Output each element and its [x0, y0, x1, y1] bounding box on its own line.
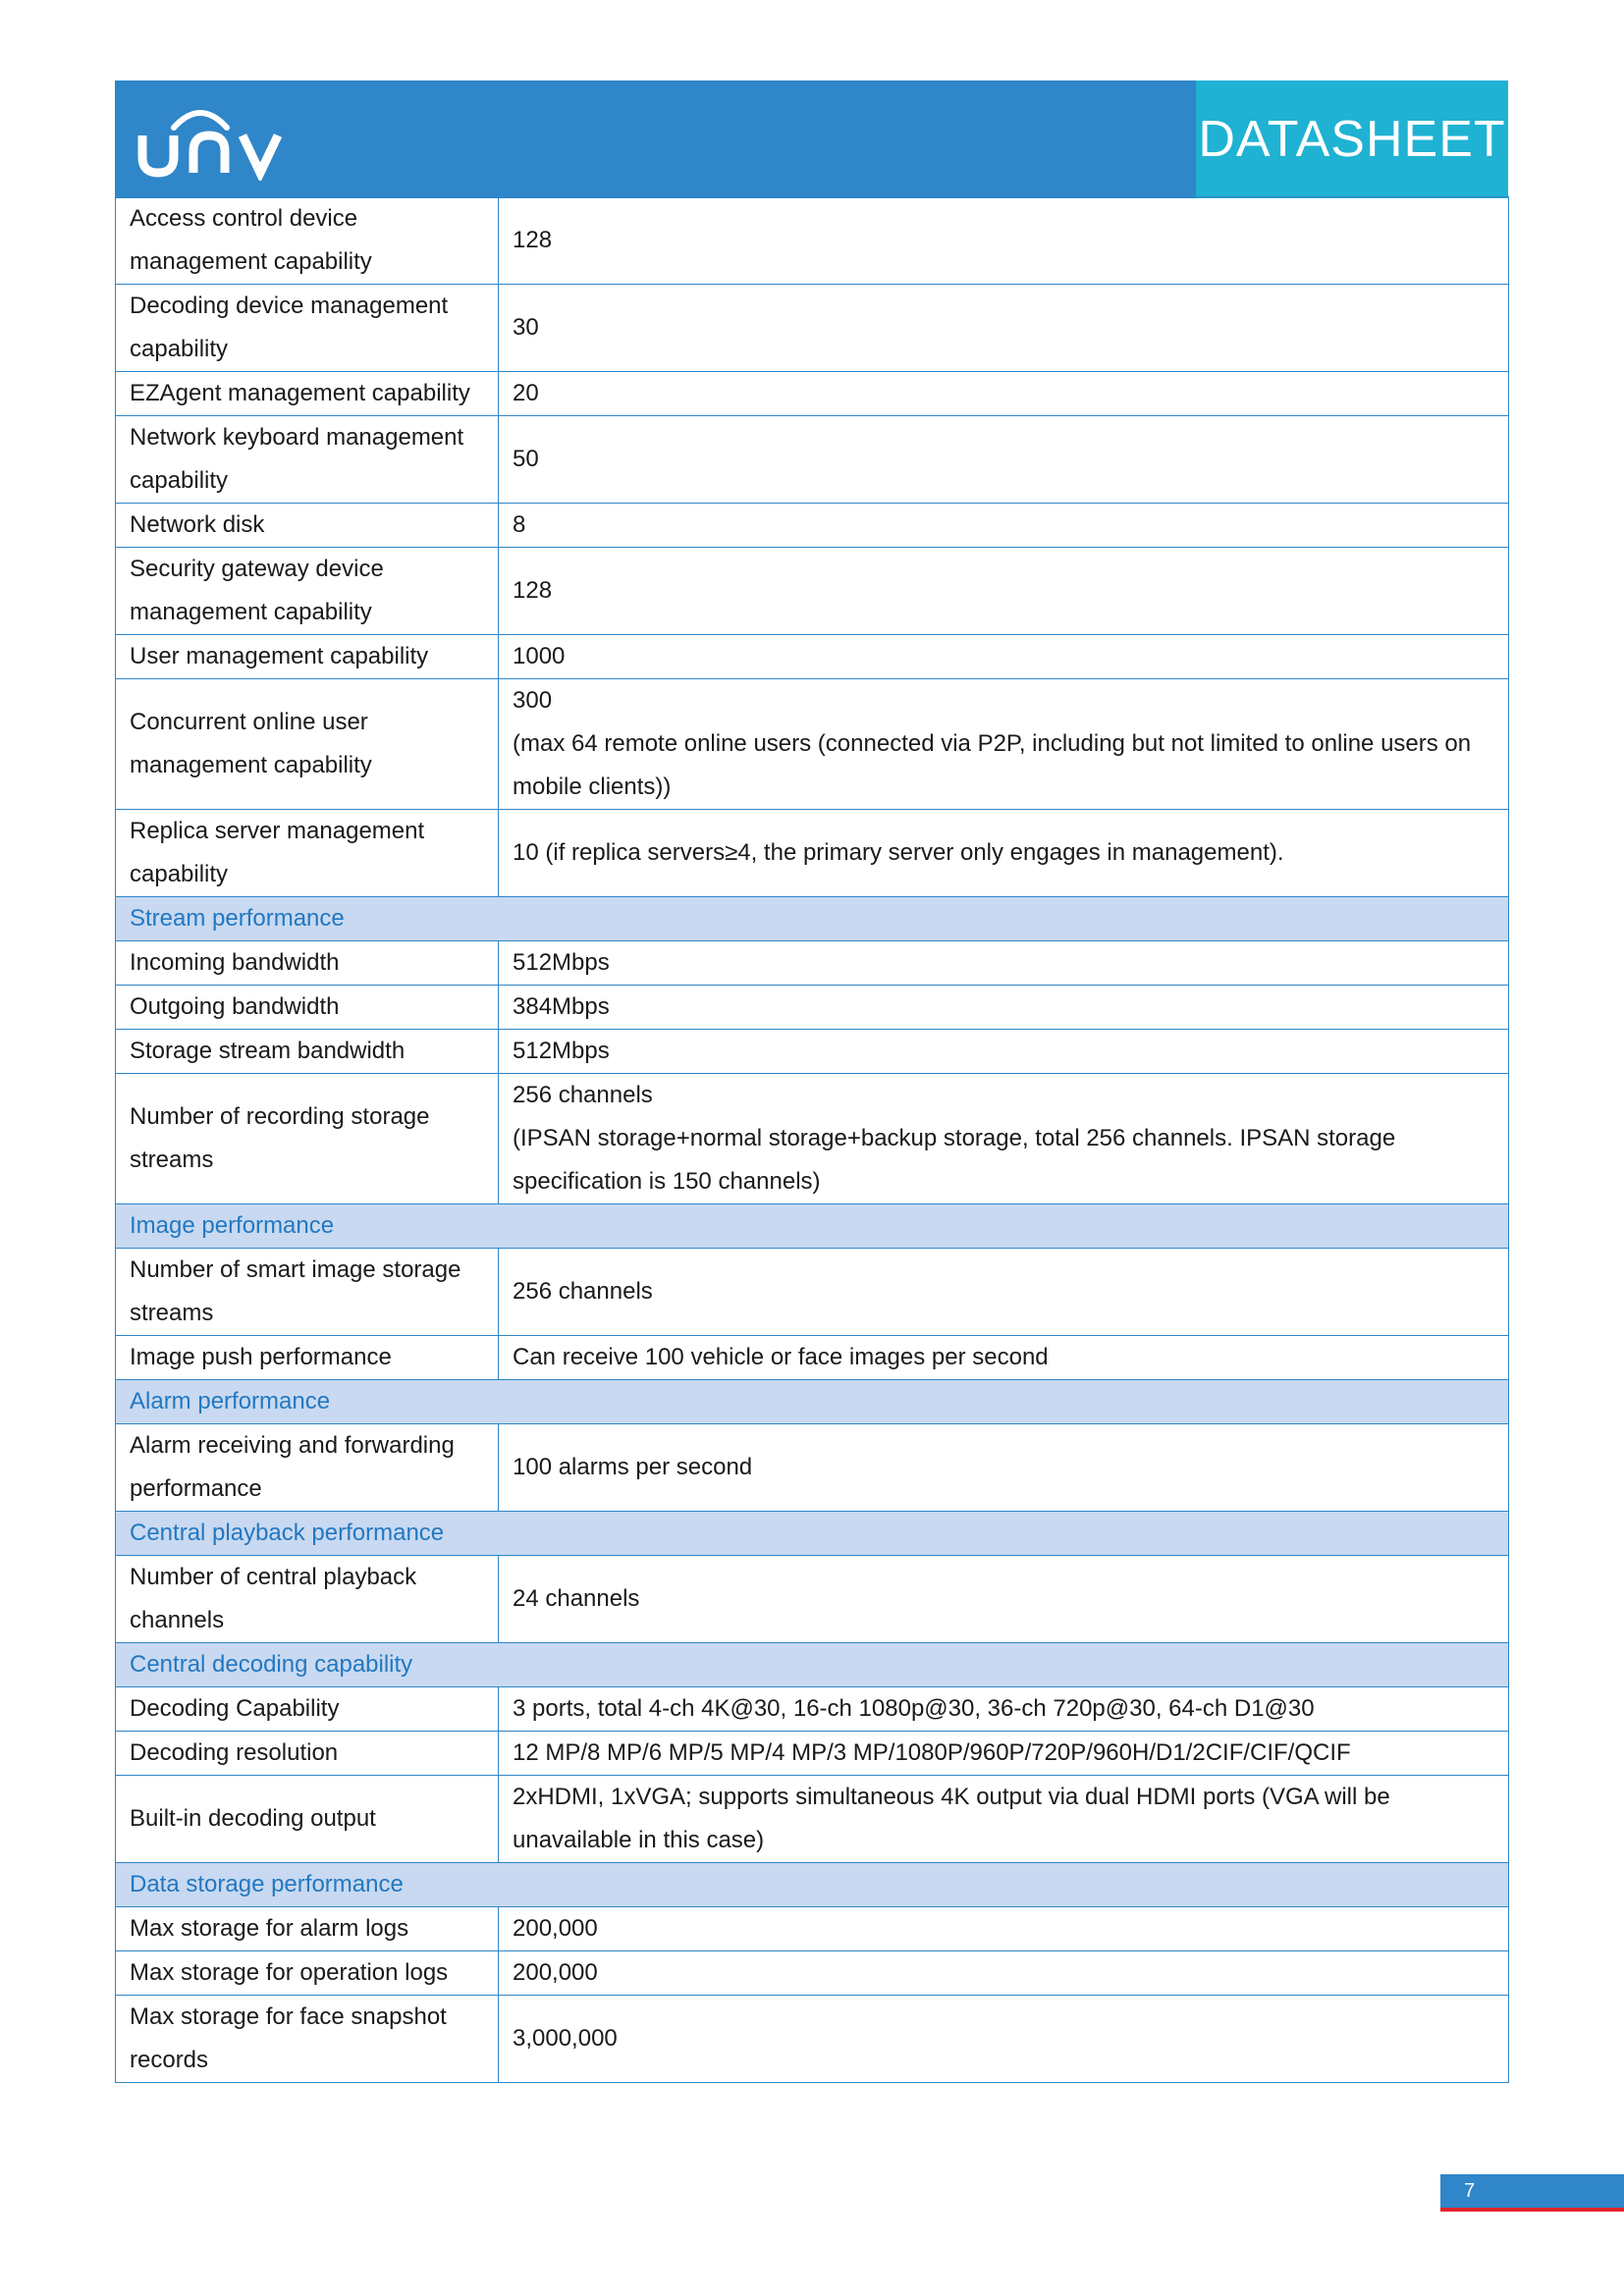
section-title: Data storage performance — [116, 1863, 1509, 1907]
spec-value: 384Mbps — [499, 986, 1509, 1030]
spec-label: Alarm receiving and forwarding performance — [116, 1424, 499, 1512]
section-header-row — [116, 1204, 1509, 1249]
spec-label: Incoming bandwidth — [116, 941, 499, 986]
section-title: Image performance — [116, 1204, 1509, 1249]
spec-value: 20 — [499, 372, 1509, 416]
table-row — [116, 1556, 1509, 1643]
spec-label: Access control device management capability — [116, 197, 499, 285]
spec-value: 3 ports, total 4-ch 4K@30, 16-ch 1080p@30, 36-ch 720p@30, 64-ch D1@30 — [499, 1687, 1509, 1732]
spec-label: Max storage for alarm logs — [116, 1907, 499, 1951]
table-row — [116, 1687, 1509, 1732]
table-row — [116, 1424, 1509, 1512]
spec-table — [115, 196, 1509, 2083]
spec-value: 10 (if replica servers≥4, the primary server only engages in management). — [499, 810, 1509, 897]
section-header-row — [116, 897, 1509, 941]
table-row — [116, 416, 1509, 504]
spec-label: Number of smart image storage streams — [116, 1249, 499, 1336]
table-row — [116, 941, 1509, 986]
table-row — [116, 635, 1509, 679]
table-row — [116, 1030, 1509, 1074]
table-row — [116, 1074, 1509, 1204]
spec-value: 24 channels — [499, 1556, 1509, 1643]
spec-value: 12 MP/8 MP/6 MP/5 MP/4 MP/3 MP/1080P/960P/720P/960H/D1/2CIF/CIF/QCIF — [499, 1732, 1509, 1776]
table-row — [116, 1776, 1509, 1863]
section-title: Stream performance — [116, 897, 1509, 941]
spec-label: Number of central playback channels — [116, 1556, 499, 1643]
spec-label: Decoding device management capability — [116, 285, 499, 372]
logo-wordmark — [136, 102, 294, 181]
spec-label: Replica server management capability — [116, 810, 499, 897]
spec-value: 300 (max 64 remote online users (connected via P2P, including but not limited to online users on mobile clients)) — [499, 679, 1509, 810]
spec-label: Network disk — [116, 504, 499, 548]
spec-value: 100 alarms per second — [499, 1424, 1509, 1512]
spec-value: 30 — [499, 285, 1509, 372]
table-row — [116, 504, 1509, 548]
spec-value: 200,000 — [499, 1951, 1509, 1996]
table-row — [116, 372, 1509, 416]
spec-value: 128 — [499, 548, 1509, 635]
table-row — [116, 1951, 1509, 1996]
spec-value: 200,000 — [499, 1907, 1509, 1951]
spec-value: 512Mbps — [499, 941, 1509, 986]
table-row — [116, 1249, 1509, 1336]
section-header-row — [116, 1380, 1509, 1424]
spec-label: Built-in decoding output — [116, 1776, 499, 1863]
spec-value: 256 channels (IPSAN storage+normal storage+backup storage, total 256 channels. IPSAN storage specification is 150 channels) — [499, 1074, 1509, 1204]
spec-value: 50 — [499, 416, 1509, 504]
spec-value: 2xHDMI, 1xVGA; supports simultaneous 4K output via dual HDMI ports (VGA will be unavailable in this case) — [499, 1776, 1509, 1863]
spec-label: User management capability — [116, 635, 499, 679]
spec-value: 8 — [499, 504, 1509, 548]
spec-label: Decoding Capability — [116, 1687, 499, 1732]
spec-value: Can receive 100 vehicle or face images per second — [499, 1336, 1509, 1380]
spec-value: 128 — [499, 197, 1509, 285]
spec-value: 3,000,000 — [499, 1996, 1509, 2083]
spec-label: Max storage for operation logs — [116, 1951, 499, 1996]
table-row — [116, 1907, 1509, 1951]
page-number: 7 — [1464, 2180, 1476, 2202]
spec-label: Storage stream bandwidth — [116, 1030, 499, 1074]
section-title: Central playback performance — [116, 1512, 1509, 1556]
table-row — [116, 548, 1509, 635]
spec-label: Decoding resolution — [116, 1732, 499, 1776]
spec-value: 512Mbps — [499, 1030, 1509, 1074]
table-row — [116, 1996, 1509, 2083]
spec-label: Outgoing bandwidth — [116, 986, 499, 1030]
section-title: Central decoding capability — [116, 1643, 1509, 1687]
spec-label: EZAgent management capability — [116, 372, 499, 416]
table-row — [116, 810, 1509, 897]
section-header-row — [116, 1643, 1509, 1687]
section-header-row — [116, 1863, 1509, 1907]
table-row — [116, 986, 1509, 1030]
unv-logo — [136, 102, 294, 181]
spec-label: Number of recording storage streams — [116, 1074, 499, 1204]
spec-label: Concurrent online user management capability — [116, 679, 499, 810]
header-banner — [115, 80, 1508, 198]
spec-label: Security gateway device management capability — [116, 548, 499, 635]
spec-label: Image push performance — [116, 1336, 499, 1380]
spec-label: Max storage for face snapshot records — [116, 1996, 499, 2083]
table-row — [116, 197, 1509, 285]
table-row — [116, 1336, 1509, 1380]
table-row — [116, 679, 1509, 810]
section-header-row — [116, 1512, 1509, 1556]
datasheet-label: DATASHEET — [1198, 111, 1506, 168]
spec-value: 1000 — [499, 635, 1509, 679]
datasheet-badge — [1196, 80, 1508, 198]
footer-bar — [1440, 2174, 1624, 2212]
section-title: Alarm performance — [116, 1380, 1509, 1424]
table-row — [116, 1732, 1509, 1776]
spec-value: 256 channels — [499, 1249, 1509, 1336]
table-row — [116, 285, 1509, 372]
spec-label: Network keyboard management capability — [116, 416, 499, 504]
